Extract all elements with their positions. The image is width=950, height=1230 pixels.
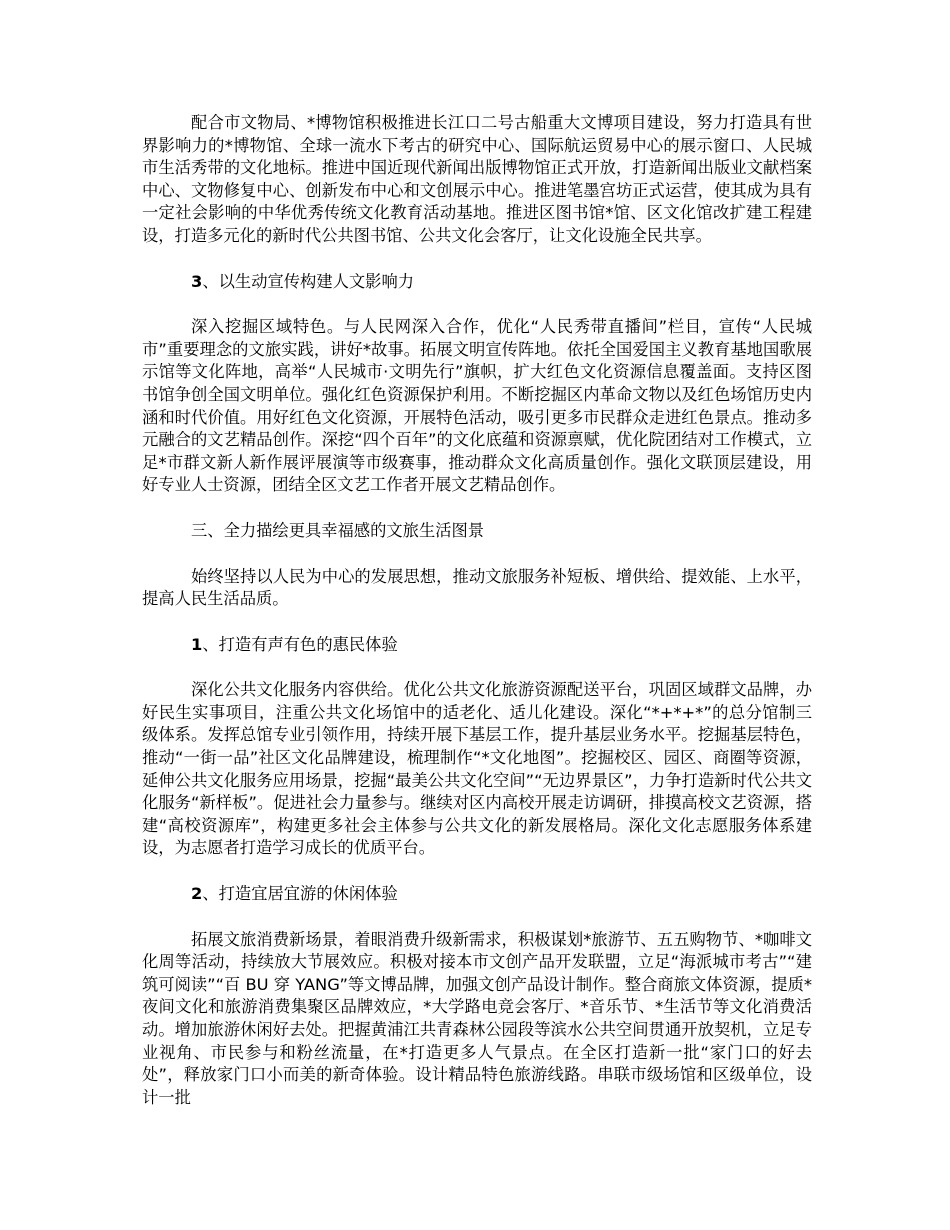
paragraph-museum-projects: 配合市文物局、*博物馆积极推进长江口二号古船重大文博项目建设，努力打造具有世界影响力的*博物馆、全球一流水下考古的研究中心、国际航运贸易中心的展示窗口、人民城市生活秀带的文化地标。推进中国近现代新闻出版博物馆正式开放，打造新闻出版业文献档案中心、文物修复中心、创新发布中心和文创展示中心。推进笔墨宫坊正式运营，使其成为具有一定社会影响的中华优秀传统文化教育活动基地。推进区图书馆*馆、区文化馆改扩建工程建设，打造多元化的新时代公共图书馆、公共文化会客厅，让文化设施全民共享。 (142, 113, 812, 245)
section-heading-three: 三、全力描绘更具幸福感的文旅生活图景 (191, 520, 485, 540)
subheading-text: 、以生动宣传构建人文影响力 (202, 271, 415, 291)
subheading-text: 、打造有声有色的惠民体验 (202, 634, 398, 654)
subheading-public-service (142, 634, 812, 657)
subheading-number: 1 (191, 634, 203, 654)
paragraph-section-three-intro: 始终坚持以人民为中心的发展思想，推动文旅服务补短板、增供给、提效能、上水平，提高人民生活品质。 (142, 566, 812, 609)
subheading-leisure (142, 883, 812, 906)
subheading-number: 2 (191, 884, 203, 904)
paragraph-public-service: 深化公共文化服务内容供给。优化公共文化旅游资源配送平台，巩固区域群文品牌，办好民生实事项目，注重公共文化场馆中的适老化、适儿化建设。深化“*+*+*”的总分馆制三级体系。发挥总馆专业引领作用，持续开展下基层工作，提升基层业务水平。挖掘基层特色，推动“一街一品”社区文化品牌建设，梳理制作“*文化地图”。挖掘校区、园区、商圈等资源，延伸公共文化服务应用场景，挖掘“最美公共文化空间”“无边界景区”，力争打造新时代公共文化服务“新样板”。促进社会力量参与。继续对区内高校开展走访调研，排摸高校文艺资源，搭建“高校资源库”，构建更多社会主体参与公共文化的新发展格局。深化文化志愿服务体系建设，为志愿者打造学习成长的优质平台。 (142, 680, 812, 858)
paragraph-leisure: 拓展文旅消费新场景，着眼消费升级新需求，积极谋划*旅游节、五五购物节、*咖啡文化周等活动，持续放大节展效应。积极对接本市文创产品开发联盟，立足“海派城市考古”“建筑可阅读”“百 BU 穿 YANG”等文博品牌，加强文创产品设计制作。整合商旅文体资源，提质*夜间文化和旅游消费集聚区品牌效应，*大学路电竞会客厅、*音乐节、*生活节等文化消费活动。增加旅游休闲好去处。把握黄浦江共青森林公园段等滨水公共空间贯通开放契机，立足专业视角、市民参与和粉丝流量，在*打造更多人气景点。在全区打造新一批“家门口的好去处”，释放家门口小而美的新奇体验。设计精品特色旅游线路。串联市级场馆和区级单位，设计一批 (142, 929, 812, 1107)
document-page (142, 112, 812, 1109)
subheading-number: 3 (191, 271, 203, 291)
paragraph-publicity: 深入挖掘区域特色。与人民网深入合作，优化“人民秀带直播间”栏目，宣传“人民城市”重要理念的文旅实践，讲好*故事。拓展文明宣传阵地。依托全国爱国主义教育基地国歌展示馆等文化阵地，高举“人民城市·文明先行”旗帜，扩大红色文化资源信息覆盖面。支持区图书馆争创全国文明单位。强化红色资源保护利用。不断挖掘区内革命文物以及红色场馆历史内涵和时代价值。用好红色文化资源，开展特色活动，吸引更多市民群众走进红色景点。推动多元融合的文艺精品创作。深挖“四个百年”的文化底蕴和资源禀赋，优化院团结对工作模式，立足*市群文新人新作展评展演等市级赛事，推动群众文化高质量创作。强化文联顶层建设，用好专业人士资源，团结全区文艺工作者开展文艺精品创作。 (142, 317, 812, 495)
subheading-text: 、打造宜居宜游的休闲体验 (202, 884, 398, 904)
subheading-publicity (142, 271, 812, 294)
